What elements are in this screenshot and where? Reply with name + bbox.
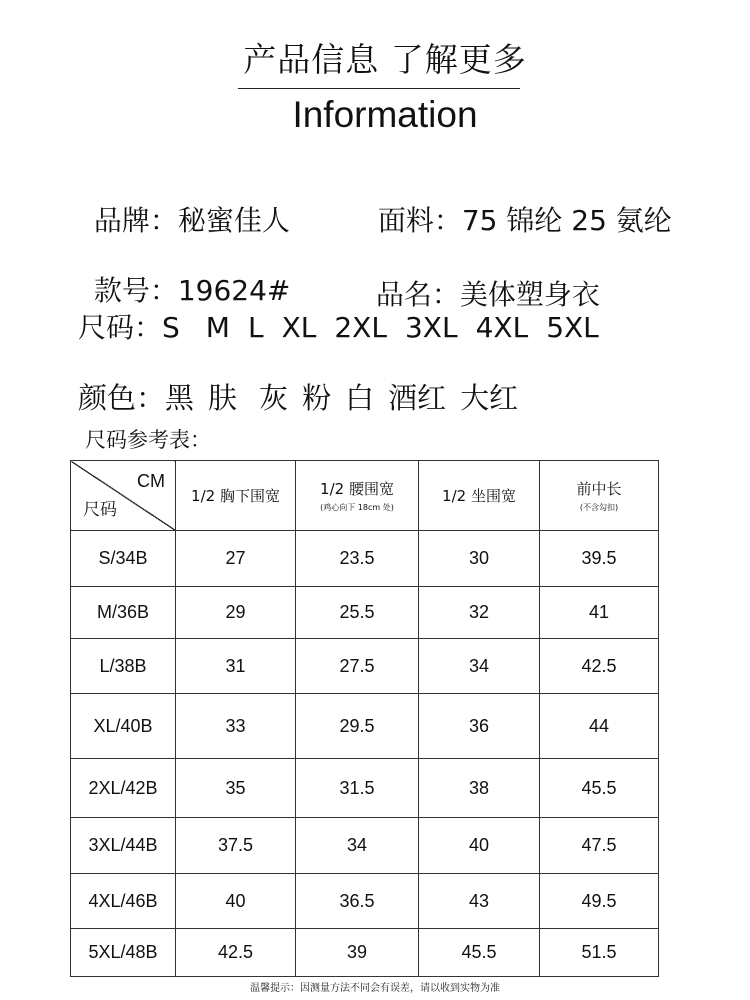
- value-cell: 45.5: [540, 759, 659, 818]
- size-option: L: [247, 311, 264, 344]
- value-cell: 44: [540, 694, 659, 759]
- size-option: M: [205, 311, 230, 344]
- product-name-label: 品名：: [375, 278, 460, 311]
- brand-info: [76, 166, 290, 239]
- value-cell: 49.5: [540, 874, 659, 929]
- size-option: 3XL: [404, 311, 458, 344]
- value-cell: 39: [296, 929, 419, 977]
- product-name-info: [358, 240, 600, 313]
- table-row: [71, 759, 659, 818]
- color-option: 粉: [302, 381, 332, 415]
- size-option: XL: [281, 311, 317, 344]
- sizes-label: 尺码：: [78, 311, 163, 344]
- brand-value: 秘蜜佳人: [177, 204, 290, 237]
- value-cell: 30: [419, 531, 540, 587]
- size-chart-corner-cell: [71, 461, 176, 531]
- column-header-label: 1/2 腰围宽: [320, 480, 394, 498]
- value-cell: 47.5: [540, 818, 659, 874]
- color-option: 白: [345, 381, 375, 415]
- color-option: 肤: [208, 381, 238, 415]
- value-cell: 34: [419, 639, 540, 694]
- title-divider: [238, 88, 520, 89]
- table-row: [71, 818, 659, 874]
- table-row: [71, 874, 659, 929]
- value-cell: 29.5: [296, 694, 419, 759]
- table-row: [71, 531, 659, 587]
- value-cell: 43: [419, 874, 540, 929]
- value-cell: 35: [176, 759, 296, 818]
- page-title-en: Information: [292, 94, 478, 135]
- value-cell: 40: [176, 874, 296, 929]
- color-option: 大红: [460, 381, 519, 415]
- value-cell: 45.5: [419, 929, 540, 977]
- size-cell: XL/40B: [71, 694, 176, 759]
- value-cell: 29: [176, 587, 296, 639]
- value-cell: 33: [176, 694, 296, 759]
- column-header: [419, 461, 540, 531]
- unit-label: CM: [137, 471, 165, 491]
- size-option: 2XL: [334, 311, 387, 344]
- size-cell: 4XL/46B: [71, 874, 176, 929]
- column-header: [540, 461, 659, 531]
- value-cell: 23.5: [296, 531, 419, 587]
- column-header: [176, 461, 296, 531]
- value-cell: 39.5: [540, 531, 659, 587]
- size-chart-caption: 尺码参考表：: [85, 428, 211, 452]
- column-header-label: 1/2 胸下围宽: [191, 487, 280, 505]
- column-header: [296, 461, 419, 531]
- table-row: [71, 639, 659, 694]
- value-cell: 31: [176, 639, 296, 694]
- color-option: 黑: [165, 381, 195, 415]
- value-cell: 51.5: [540, 929, 659, 977]
- value-cell: 42.5: [176, 929, 296, 977]
- size-cell: M/36B: [71, 587, 176, 639]
- page-title-cn: 产品信息 了解更多: [243, 40, 527, 79]
- color-option: 酒红: [388, 381, 447, 415]
- value-cell: 27: [176, 531, 296, 587]
- column-header-note: (鸡心向下 18cm 处): [320, 503, 394, 512]
- value-cell: 37.5: [176, 818, 296, 874]
- size-cell: 5XL/48B: [71, 929, 176, 977]
- size-cell: 2XL/42B: [71, 759, 176, 818]
- fabric-value: 75 锦纶 25 氨纶: [461, 204, 672, 237]
- colors-row: [78, 376, 518, 417]
- size-option: 5XL: [546, 311, 599, 344]
- value-cell: 36: [419, 694, 540, 759]
- style-label: 款号：: [93, 274, 178, 307]
- value-cell: 27.5: [296, 639, 419, 694]
- value-cell: 38: [419, 759, 540, 818]
- column-header-note: (不含勾扣): [579, 503, 619, 512]
- product-name-value: 美体塑身衣: [459, 278, 600, 311]
- style-value: 19624#: [177, 274, 291, 307]
- table-row: [71, 929, 659, 977]
- fabric-label: 面料：: [377, 204, 462, 237]
- size-option: S: [162, 311, 180, 344]
- style-info: [76, 236, 290, 309]
- size-chart-header-row: [71, 461, 659, 531]
- value-cell: 42.5: [540, 639, 659, 694]
- measurement-note: 温馨提示：因测量方法不同会有误差，请以收到实物为准: [250, 983, 500, 994]
- value-cell: 36.5: [296, 874, 419, 929]
- size-option: 4XL: [475, 311, 529, 344]
- fabric-info: [360, 166, 672, 239]
- value-cell: 40: [419, 818, 540, 874]
- sizes-row: [78, 306, 599, 346]
- value-cell: 41: [540, 587, 659, 639]
- table-row: [71, 587, 659, 639]
- table-row: [71, 694, 659, 759]
- value-cell: 25.5: [296, 587, 419, 639]
- brand-label: 品牌：: [93, 204, 178, 237]
- value-cell: 34: [296, 818, 419, 874]
- size-cell: L/38B: [71, 639, 176, 694]
- size-cell: S/34B: [71, 531, 176, 587]
- size-cell: 3XL/44B: [71, 818, 176, 874]
- size-chart-table: [70, 460, 659, 977]
- value-cell: 31.5: [296, 759, 419, 818]
- size-column-label: 尺码: [83, 500, 117, 520]
- column-header-label: 1/2 坐围宽: [442, 487, 516, 505]
- value-cell: 32: [419, 587, 540, 639]
- column-header-label: 前中长: [576, 480, 622, 498]
- colors-label: 颜色：: [78, 381, 166, 415]
- color-option: 灰: [259, 381, 289, 415]
